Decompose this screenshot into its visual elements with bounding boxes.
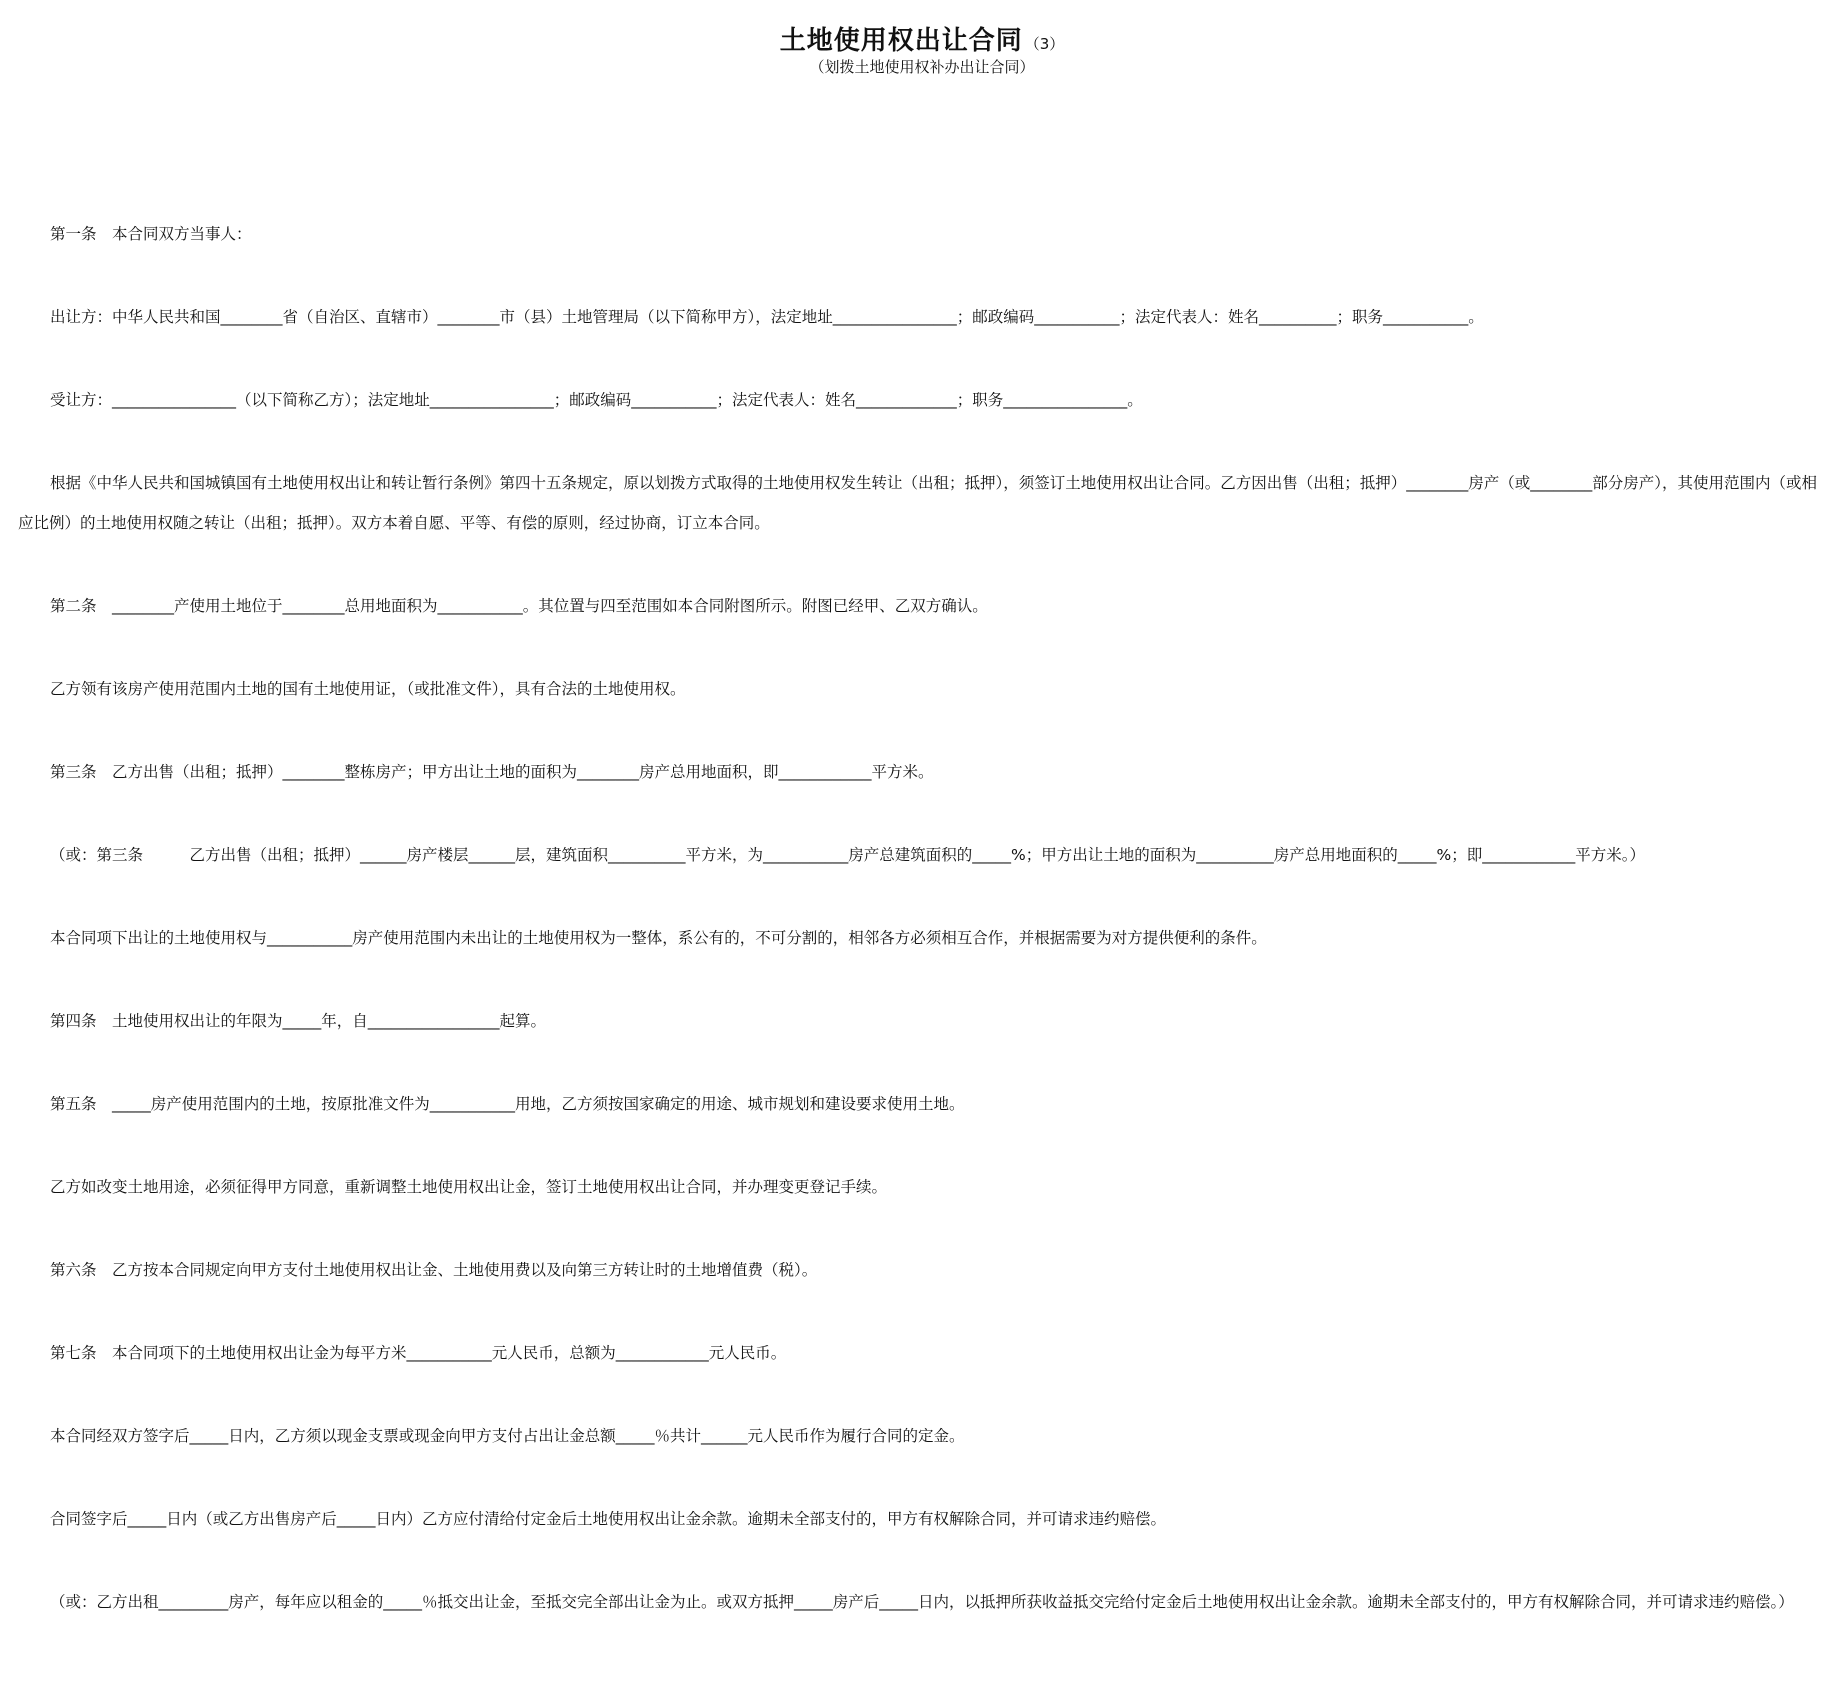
grantee-clause: 受让方：________________（以下简称乙方）；法定地址________________；邮政编码___________；法定代表人：姓名_____________；职务________________。 <box>50 391 1143 409</box>
document-title <box>0 22 1844 60</box>
document-title-number: （3） <box>1024 35 1065 53</box>
article-3-land-area: 第三条 乙方出售（出租；抵押）________整栋房产；甲方出让土地的面积为________房产总用地面积，即____________平方米。 <box>50 763 934 781</box>
article-7-price: 第七条 本合同项下的土地使用权出让金为每平方米___________元人民币，总额为____________元人民币。 <box>50 1344 787 1362</box>
article-2-land-location: 第二条 ________产使用土地位于________总用地面积为___________。其位置与四至范围如本合同附图所示。附图已经甲、乙双方确认。 <box>50 597 988 615</box>
article-1-parties-heading: 第一条 本合同双方当事人： <box>50 225 252 243</box>
document-title-text: 土地使用权出让合同 <box>779 26 1023 56</box>
preamble-clause: 根据《中华人民共和国城镇国有土地使用权出让和转让暂行条例》第四十五条规定，原以划拨方式取得的土地使用权发生转让（出租；抵押），须签订土地使用权出让合同。乙方因出售（出租；抵押）________房产（或________部分房产），其使用范围内（或相应比例）的土地使用权随之转让（出租；抵押）。双方本着自愿、平等、有偿的原则，经过协商，订立本合同。 <box>18 474 1818 532</box>
article-7-alternative-payment: （或：乙方出租_________房产，每年应以租金的_____％抵交出让金，至抵交完全部出让金为止。或双方抵押_____房产后_____日内，以抵押所获收益抵交完给付定金后土地使用权出让金余款。逾期未全部支付的，甲方有权解除合同，并可请求违约赔偿。） <box>50 1593 1794 1611</box>
grantor-clause: 出让方：中华人民共和国________省（自治区、直辖市）________市（县）土地管理局（以下简称甲方），法定地址________________；邮政编码___________；法定代表人：姓名__________；职务___________。 <box>50 308 1484 326</box>
article-6-payments: 第六条 乙方按本合同规定向甲方支付土地使用权出让金、土地使用费以及向第三方转让时的土地增值费（税）。 <box>50 1261 818 1279</box>
document-subtitle: （划拨土地使用权补办出让合同） <box>809 58 1035 76</box>
article-3-shared-land: 本合同项下出让的土地使用权与___________房产使用范围内未出让的土地使用权为一整体，系公有的，不可分割的，相邻各方必须相互合作，并根据需要为对方提供便利的条件。 <box>50 929 1267 947</box>
article-7-balance-payment: 合同签字后_____日内（或乙方出售房产后_____日内）乙方应付清给付定金后土地使用权出让金余款。逾期未全部支付的，甲方有权解除合同，并可请求违约赔偿。 <box>50 1510 1167 1528</box>
contract-body <box>18 214 1830 1665</box>
article-7-deposit: 本合同经双方签字后_____日内，乙方须以现金支票或现金向甲方支付占出让金总额_____％共计______元人民币作为履行合同的定金。 <box>50 1427 965 1445</box>
article-2-land-certificate: 乙方领有该房产使用范围内土地的国有土地使用证，（或批准文件），具有合法的土地使用权。 <box>50 680 686 698</box>
article-4-term: 第四条 土地使用权出让的年限为_____年，自_________________起算。 <box>50 1012 547 1030</box>
article-5-land-use: 第五条 _____房产使用范围内的土地，按原批准文件为___________用地，乙方须按国家确定的用途、城市规划和建设要求使用土地。 <box>50 1095 965 1113</box>
article-5-change-of-use: 乙方如改变土地用途，必须征得甲方同意，重新调整土地使用权出让金，签订土地使用权出让合同，并办理变更登记手续。 <box>50 1178 888 1196</box>
article-3-alternative: （或：第三条 乙方出售（出租；抵押）______房产楼层______层，建筑面积__________平方米，为___________房产总建筑面积的_____%；甲方出让土地的面积为__________房产总用地面积的_____%；即____________平方米。） <box>50 846 1645 864</box>
